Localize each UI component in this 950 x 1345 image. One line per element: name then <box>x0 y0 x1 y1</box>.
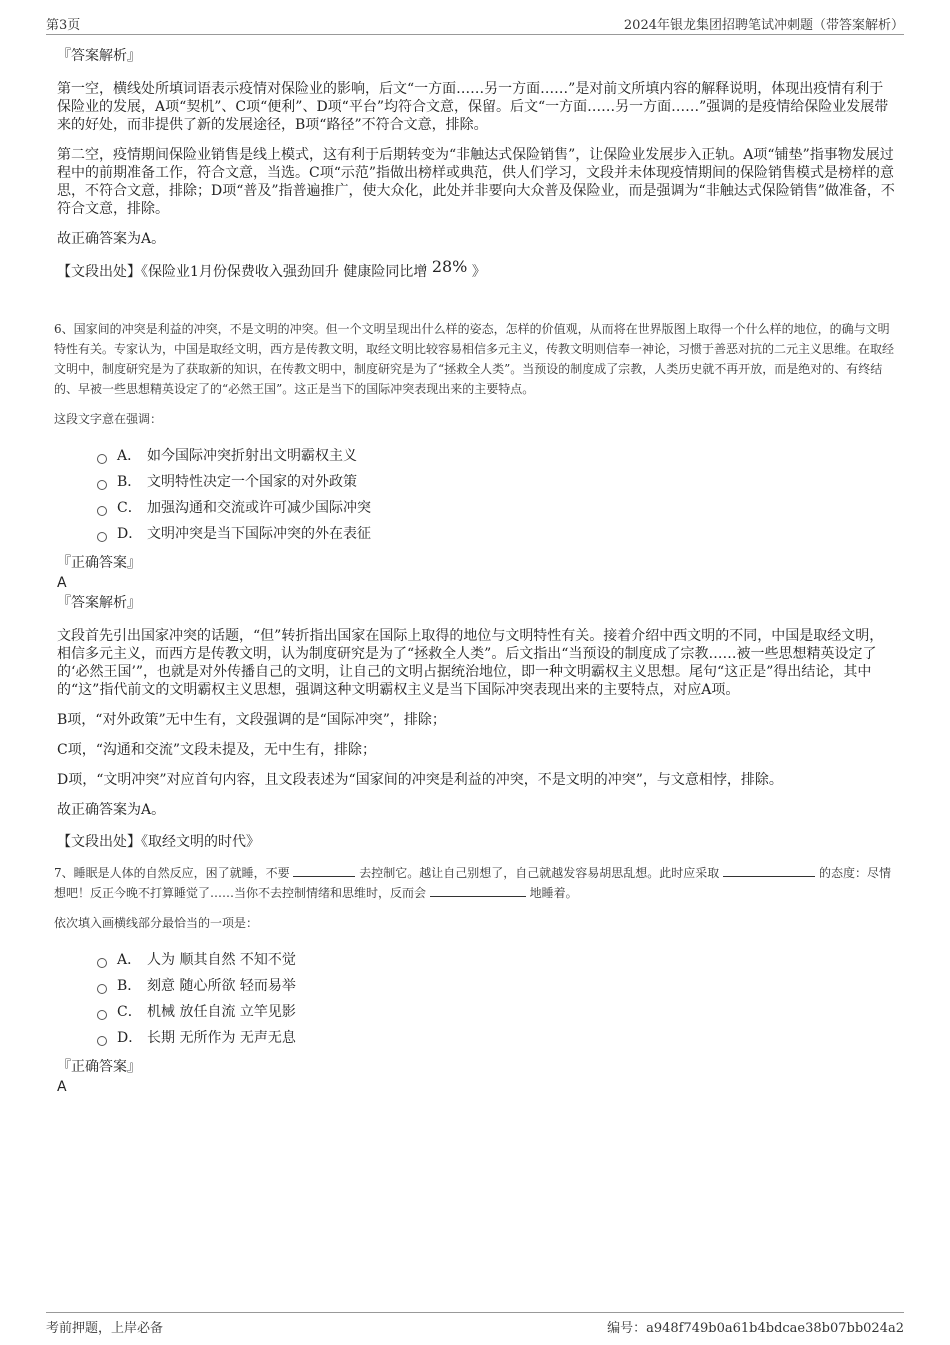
q5-conclusion: 故正确答案为A。 <box>57 231 166 247</box>
q6-option-d[interactable] <box>97 521 897 547</box>
page-content <box>54 46 897 1097</box>
option-letter: A． <box>117 952 142 968</box>
option-text: 加强沟通和交流或许可减少国际冲突 <box>147 500 371 516</box>
q6-stem: 6、国家间的冲突是利益的冲突，不是文明的冲突。但一个文明呈现出什么样的姿态，怎样的价值观，从而将在世界版图上取得一个什么样的地位，的确与文明特性有关。专家认为，中国是取经文明，西方是传教文明，取经文明比较容易相信多元主义，传教文明则信奉一神论，习惯于善恶对抗的二元主义思维。在取经文明中，制度研究是为了获取新的知识，在传教文明中，制度研究是为了“拯救全人类”。当预设的制度成了宗教，人类历史就不再开放，而是绝对的、有终结的、早被一些思想精英设定了的“必然王国”。这正是当下的国际冲突表现出来的主要特点。 <box>54 322 895 396</box>
document-title: 2024年银龙集团招聘笔试冲刺题（带答案解析） <box>623 18 904 33</box>
radio-icon[interactable] <box>97 480 107 490</box>
q6-source: 【文段出处】《取经文明的时代》 <box>57 834 260 850</box>
option-text: 长期 无所作为 无声无息 <box>147 1030 296 1046</box>
q6-options <box>97 443 897 547</box>
footer-slogan: 考前押题，上岸必备 <box>46 1321 164 1336</box>
q7-stem-part3: 的态度：尽情想吧！反正今晚不打算睡觉了……当你不去控制情绪和思维时，反而会 <box>54 866 891 900</box>
option-letter: B． <box>117 978 142 994</box>
option-text: 机械 放任自流 立竿见影 <box>147 1004 296 1020</box>
q6-analysis-label: 『答案解析』 <box>57 595 141 611</box>
q7-question: 依次填入画横线部分最恰当的一项是： <box>54 916 259 930</box>
q5-source-prefix: 【文段出处】《保险业1月份保费收入强劲回升 健康险同比增 <box>57 264 428 280</box>
q6-question: 这段文字意在强调： <box>54 412 163 426</box>
q5-source-number: 28% <box>431 257 468 276</box>
option-text: 文明特性决定一个国家的对外政策 <box>147 474 357 490</box>
radio-icon[interactable] <box>97 532 107 542</box>
q6-analysis-p1: 文段首先引出国家冲突的话题，“但”转折指出国家在国际上取得的地位与文明特性有关。接着介绍中西文明的不同，中国是取经文明，相信多元主义，而西方是传教文明，认为制度研究是为了“拯救全人类”。后文指出“当预设的制度成了宗教……被一些思想精英设定了的‘必然王国’”，也就是对外传播自己的文明，让自己的文明占据统治地位，即一种文明霸权主义思想。尾句“这正是”得出结论，其中的“这”指代前文的文明霸权主义思想，强调这种文明霸权主义是当下国际冲突表现出来的主要特点，对应A项。 <box>57 628 884 698</box>
q6-answer: A <box>57 575 67 591</box>
page-footer <box>46 1312 904 1335</box>
q6-analysis-p4: D项，“文明冲突”对应首句内容，且文段表述为“国家间的冲突是利益的冲突，不是文明的冲突”，与文意相悖，排除。 <box>57 772 783 788</box>
q7-option-b[interactable] <box>97 973 897 999</box>
q6-option-c[interactable] <box>97 495 897 521</box>
option-text: 如今国际冲突折射出文明霸权主义 <box>147 448 357 464</box>
q7-option-d[interactable] <box>97 1025 897 1051</box>
q7-stem-part4: 地睡着。 <box>529 886 578 900</box>
q5-analysis-label: 『答案解析』 <box>57 48 141 64</box>
option-letter: D． <box>117 526 143 542</box>
q6-analysis-p2: B项，“对外政策”无中生有，文段强调的是“国际冲突”，排除； <box>57 712 446 728</box>
footer-serial: 编号：a948f749b0a61b4bdcae38b07bb024a2 <box>607 1321 904 1336</box>
radio-icon[interactable] <box>97 984 107 994</box>
option-letter: C． <box>117 1004 142 1020</box>
q6-conclusion: 故正确答案为A。 <box>57 802 166 818</box>
option-letter: D． <box>117 1030 143 1046</box>
q7-stem <box>54 863 897 903</box>
q7-answer: A <box>57 1079 67 1095</box>
page-number: 第3页 <box>46 18 81 33</box>
option-text: 文明冲突是当下国际冲突的外在表征 <box>147 526 371 542</box>
option-letter: B． <box>117 474 142 490</box>
q5-analysis-p2: 第二空，疫情期间保险业销售是线上模式，这有利于后期转变为“非触达式保险销售”，让保险业发展步入正轨。A项“铺垫”指事物发展过程中的前期准备工作，符合文意，当选。C项“示范”指做出榜样或典范，供人们学习，文段并未体现疫情期间的保险销售模式是榜样的意思，不符合文意，排除；D项“普及”指普遍推广，使大众化，此处并非要向大众普及保险业，而是强调为“非触达式保险销售”做准备，不符合文意，排除。 <box>57 147 895 217</box>
q7-stem-part2: 去控制它。越让自己别想了，自己就越发容易胡思乱想。此时应采取 <box>359 866 720 880</box>
q5-source <box>57 257 897 283</box>
q7-blank-3 <box>430 884 526 897</box>
q6-option-a[interactable] <box>97 443 897 469</box>
q5-analysis-p1: 第一空，横线处所填词语表示疫情对保险业的影响，后文“一方面……另一方面……”是对前文所填内容的解释说明，体现出疫情有利于保险业的发展，A项“契机”、C项“便利”、D项“平台”均符合文意，保留。后文“一方面……另一方面……”强调的是疫情给保险业发展带来的好处，而非提供了新的发展途径，B项“路径”不符合文意，排除。 <box>57 81 889 133</box>
q5-source-suffix: 》 <box>471 264 486 280</box>
option-text: 人为 顺其自然 不知不觉 <box>147 952 296 968</box>
radio-icon[interactable] <box>97 506 107 516</box>
option-letter: C． <box>117 500 142 516</box>
option-text: 刻意 随心所欲 轻而易举 <box>147 978 296 994</box>
radio-icon[interactable] <box>97 1010 107 1020</box>
q6-analysis-p3: C项，“沟通和交流”文段未提及，无中生有，排除； <box>57 742 377 758</box>
q6-answer-label: 『正确答案』 <box>57 555 141 571</box>
q7-option-a[interactable] <box>97 947 897 973</box>
q7-blank-1 <box>293 864 355 877</box>
q7-stem-part1: 7、睡眠是人体的自然反应，困了就睡，不要 <box>54 866 290 880</box>
q7-options <box>97 947 897 1051</box>
q7-blank-2 <box>723 864 815 877</box>
q7-answer-label: 『正确答案』 <box>57 1059 141 1075</box>
radio-icon[interactable] <box>97 454 107 464</box>
radio-icon[interactable] <box>97 1036 107 1046</box>
q7-option-c[interactable] <box>97 999 897 1025</box>
page-header <box>46 14 904 35</box>
q6-option-b[interactable] <box>97 469 897 495</box>
option-letter: A． <box>117 448 142 464</box>
radio-icon[interactable] <box>97 958 107 968</box>
